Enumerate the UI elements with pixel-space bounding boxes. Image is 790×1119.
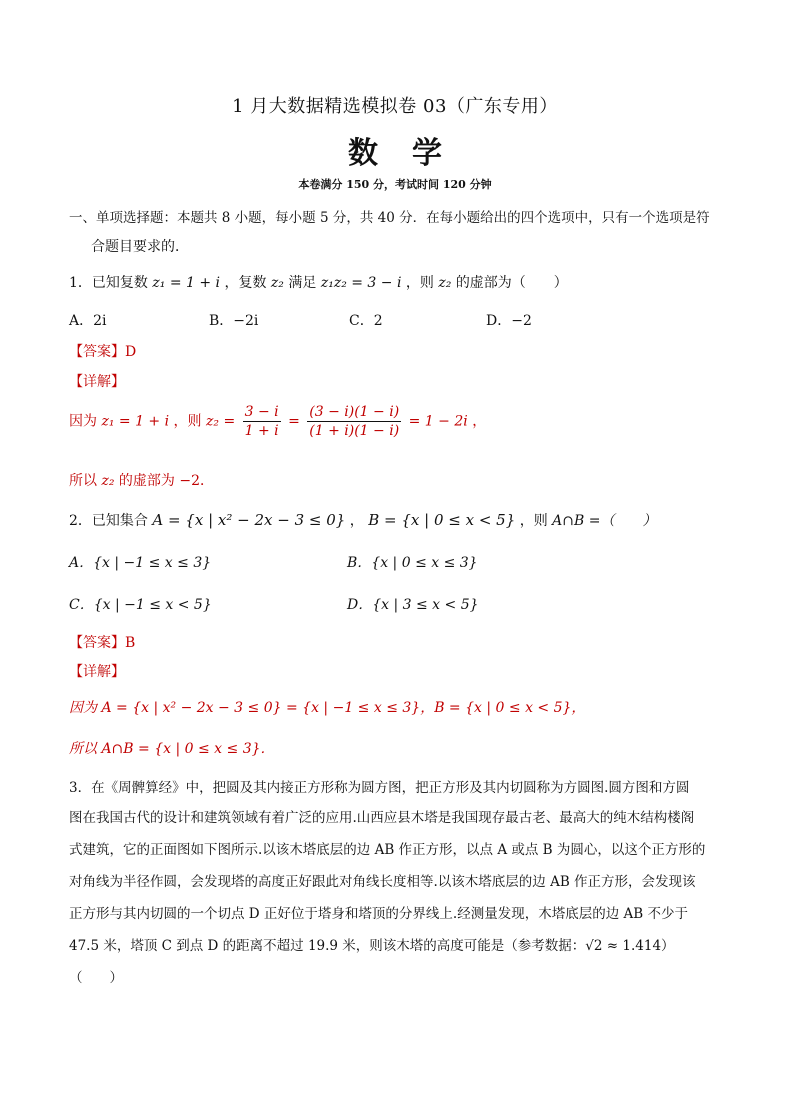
- q1-stem-part: 的虚部为（ ）: [455, 275, 568, 291]
- q1-fraction-1: [243, 404, 281, 439]
- q1-answer: 【答案】D: [69, 344, 137, 360]
- q1-detail-label: 【详解】: [69, 374, 125, 390]
- q1-solution-text: 因为: [69, 413, 97, 430]
- q1-z1-expression: z₁ = 1 + i: [152, 275, 221, 291]
- q1-conclusion-text: 所以: [69, 473, 97, 489]
- q2-option-c: C．{x | −1 ≤ x < 5}: [69, 597, 212, 613]
- q1-fraction-1-numerator: 3 − i: [244, 404, 279, 420]
- q1-stem: [69, 272, 568, 292]
- q1-solution-text: ，: [472, 413, 487, 430]
- q2-conclusion: 所以 A∩B = {x | 0 ≤ x ≤ 3}．: [69, 741, 275, 757]
- q2-option-b: B．{x | 0 ≤ x ≤ 3}: [347, 555, 478, 571]
- exam-title: 1 月大数据精选模拟卷 03（广东专用）: [232, 96, 558, 117]
- q3-line-1: 3．在《周髀算经》中，把圆及其内接正方形称为圆方图，把正方形及其内切圆称为方圆图.圆方图和方圆: [69, 780, 690, 796]
- q1-conclusion: [69, 470, 214, 490]
- q3-line-7: （ ）: [69, 970, 123, 986]
- q2-option-a: A．{x | −1 ≤ x ≤ 3}: [69, 555, 212, 571]
- q2-option-d: D．{x | 3 ≤ x < 5}: [347, 597, 479, 613]
- q2-set-b: B = {x | 0 ≤ x < 5}: [368, 511, 516, 529]
- q2-stem: 2．已知集合 A = {x | x² − 2x − 3 ≤ 0} ， B = {x | 0 ≤ x < 5} ，则 A∩B =（ ）: [69, 511, 657, 529]
- q1-z2-symbol: z₂: [101, 473, 115, 489]
- q1-z2-symbol: z₂: [270, 275, 284, 291]
- q1-stem-part: ，复数: [224, 275, 267, 291]
- q2-detail-label: 【详解】: [69, 664, 125, 680]
- q2-solution: 因为 A = {x | x² − 2x − 3 ≤ 0} = {x | −1 ≤ x ≤ 3}，B = {x | 0 ≤ x < 5}，: [69, 700, 586, 716]
- q1-result: = 1 − 2i: [408, 413, 468, 430]
- q1-stem-part: 1．已知复数: [69, 275, 148, 291]
- q3-line-2: 图在我国古代的设计和建筑领域有着广泛的应用.山西应县木塔是我国现存最古老、最高大的纯木结构楼阁: [69, 810, 695, 826]
- q1-stem-part: ，则: [405, 275, 434, 291]
- q1-option-c: C．2: [349, 313, 383, 329]
- q1-stem-part: 满足: [288, 275, 317, 291]
- subject-heading: 数学: [348, 136, 476, 171]
- q1-solution: 因为 z₁ = 1 + i ，则 z₂ = $\frac{3 - i}{1 + i}$ = $\frac{(3 - i)(1 - i)}{(1 + i)(1 - i)}$ = 1 − 2i ，: [69, 404, 487, 439]
- q1-fraction-2-denominator: (1 + i)(1 − i): [309, 423, 400, 439]
- q3-line-3: 式建筑，它的正面图如下图所示.以该木塔底层的边 AB 作正方形，以点 A 或点 B 为圆心，以这个正方形的: [69, 842, 706, 858]
- q1-z2-symbol: z₂ =: [206, 413, 236, 430]
- q1-option-b: B．−2i: [209, 313, 259, 329]
- q1-solution-text: ，则: [173, 413, 202, 430]
- q1-conclusion-text: 的虚部为 −2．: [118, 473, 214, 489]
- q3-line-5: 正方形与其内切圆的一个切点 D 正好位于塔身和塔顶的分界线上.经测量发现，木塔底层的边 AB 不少于: [69, 906, 688, 922]
- q1-option-a: A．2i: [69, 313, 107, 329]
- q1-fraction-1-denominator: 1 + i: [244, 423, 279, 439]
- section-heading-line-1: [69, 206, 710, 226]
- exam-info: 本卷满分 150 分，考试时间 120 分钟: [298, 178, 492, 191]
- q3-line-6: 47.5 米，塔顶 C 到点 D 的距离不超过 19.9 米，则该木塔的高度可能是（参考数据：√2 ≈ 1.414）: [69, 938, 675, 954]
- q2-stem-part: ，则: [519, 513, 548, 529]
- q1-z2-symbol: z₂: [438, 275, 452, 291]
- q1-fraction-2: [307, 404, 401, 439]
- q1-z1-expression: z₁ = 1 + i: [101, 413, 170, 430]
- section-heading-text: 一、单项选择题：本题共 8 小题，每小题 5 分，共 40 分．在每小题给出的四个选项中，只有一个选项是符: [69, 210, 710, 226]
- q2-answer: 【答案】B: [69, 635, 136, 651]
- q1-option-d: D．−2: [486, 313, 532, 329]
- q3-line-4: 对角线为半径作圆，会发现塔的高度正好跟此对角线长度相等.以该木塔底层的边 AB 作正方形，会发现该: [69, 874, 696, 890]
- q1-product-expression: z₁z₂ = 3 − i: [320, 275, 402, 291]
- section-heading-line-2: 合题目要求的．: [91, 239, 189, 255]
- q2-stem-part: 2．已知集合: [69, 513, 148, 529]
- q2-stem-part: A∩B =（ ）: [552, 513, 657, 529]
- q1-fraction-2-numerator: (3 − i)(1 − i): [309, 404, 400, 420]
- q2-set-a: A = {x | x² − 2x − 3 ≤ 0}: [152, 511, 346, 529]
